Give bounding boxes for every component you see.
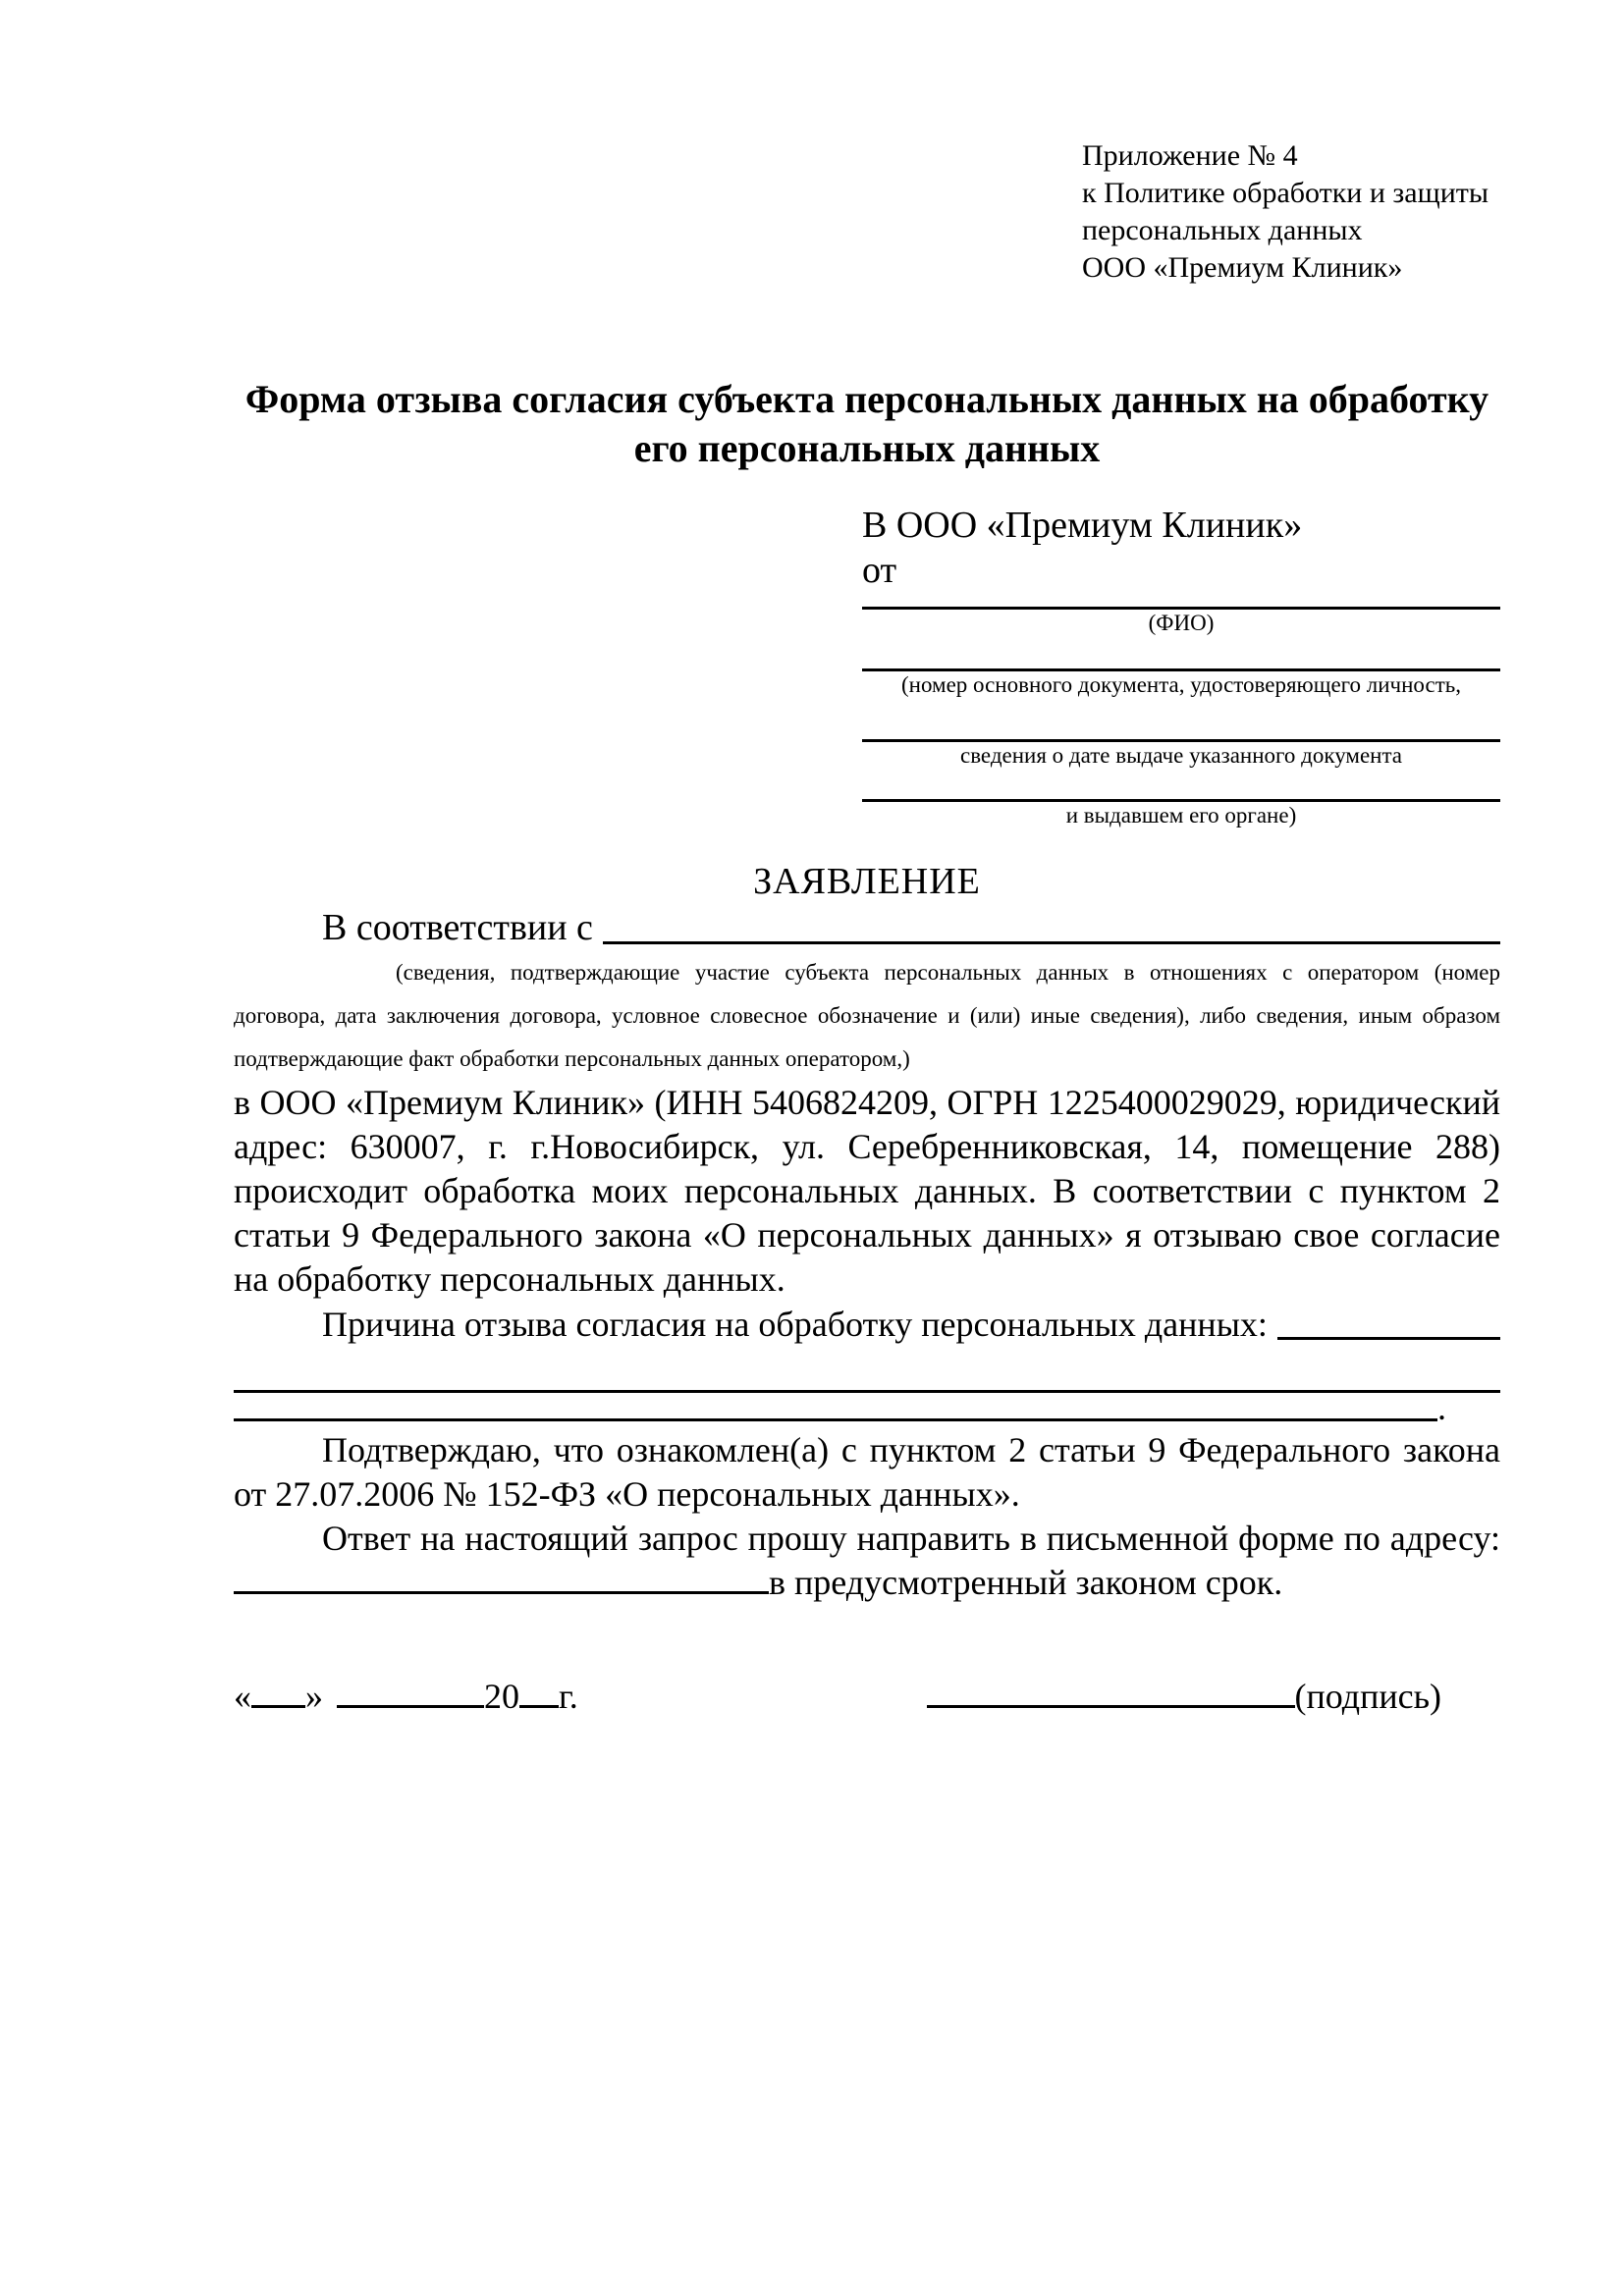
confirmation-paragraph: Подтверждаю, что ознакомлен(а) с пунктом 2 статьи 9 Федерального закона от 27.07.2006 № 152-ФЗ «О персональных данных». xyxy=(234,1430,1500,1514)
address-blank-line xyxy=(234,1591,769,1594)
month-blank-line xyxy=(337,1705,484,1708)
signature-caption: (подпись) xyxy=(1294,1677,1441,1716)
day-blank-line xyxy=(251,1705,305,1708)
reply-tail-text: в предусмотренный законом срок. xyxy=(769,1563,1283,1602)
fio-caption: (ФИО) xyxy=(1148,611,1215,635)
reason-blank-line-2 xyxy=(234,1347,1500,1393)
appendix-line: ООО «Премиум Клиник» xyxy=(1082,251,1403,284)
issue-date-blank-line xyxy=(862,709,1500,742)
addressee-from-label: от xyxy=(862,550,897,591)
appendix-line: к Политике обработки и защиты xyxy=(1082,177,1489,209)
document-title: Форма отзыва согласия субъекта персональных данных на обработку его персональных данных xyxy=(244,377,1489,470)
reason-blank-line-3-rule xyxy=(234,1418,1437,1421)
footnote-paragraph: (сведения, подтверждающие участие субъекта персональных данных в отношениях с оператором (номер договора, дата заключения договора, условное словесное обозначение и (или) иные сведения), либо сведения, иным образом подтверждающие факт обработки персональных данных оператором,) xyxy=(234,960,1500,1071)
signature-blank-line xyxy=(927,1705,1295,1708)
statement-heading: ЗАЯВЛЕНИЕ xyxy=(753,861,981,902)
signature-field xyxy=(927,1674,1441,1719)
accordance-blank-line xyxy=(603,941,1500,944)
reason-blank-line xyxy=(1277,1337,1500,1340)
issuing-authority-caption: и выдавшем его органе) xyxy=(1065,803,1297,828)
reason-label: Причина отзыва согласия на обработку персональных данных: xyxy=(322,1305,1268,1344)
document-number-caption: (номер основного документа, удостоверяющего личность, xyxy=(900,672,1461,697)
reason-blank-line-3 xyxy=(234,1388,1500,1428)
reply-request-text: Ответ на настоящий запрос прошу направить в письменной форме по адресу: xyxy=(322,1519,1500,1558)
appendix-line: персональных данных xyxy=(1082,214,1363,246)
issuing-authority-blank-line xyxy=(862,779,1500,802)
document-number-blank-line xyxy=(862,647,1500,671)
year-blank-line xyxy=(519,1705,559,1708)
date-field xyxy=(234,1674,578,1719)
date-close-quote: » xyxy=(305,1677,323,1716)
reply-paragraph xyxy=(234,1517,1500,1605)
year-prefix: 20 xyxy=(484,1677,519,1716)
issue-date-caption: сведения о дате выдаче указанного документа xyxy=(959,743,1403,768)
fio-blank-line xyxy=(862,593,1500,610)
addressee-block xyxy=(862,503,1500,829)
accordance-line xyxy=(234,904,1500,951)
appendix-block xyxy=(1082,137,1500,287)
addressee-to: В ООО «Премиум Клиник» xyxy=(862,505,1303,546)
reason-line xyxy=(234,1302,1500,1347)
reason-end-period: . xyxy=(1437,1388,1446,1427)
operator-paragraph: в ООО «Премиум Клиник» (ИНН 5406824209, ОГРН 1225400029029, юридический адрес: 630007, г. г.Новосибирск, ул. Серебренниковская, 14, помещение 288) происходит обработка моих персональных данных. В соответствии с пунктом 2 статьи 9 Федерального закона «О персональных данных» я отзываю свое согласие на обработку персональных данных. xyxy=(234,1083,1500,1299)
document-content xyxy=(234,137,1500,1719)
date-open-quote: « xyxy=(234,1677,251,1716)
appendix-line: Приложение № 4 xyxy=(1082,139,1298,172)
accordance-prefix: В соответствии с xyxy=(322,907,593,948)
year-suffix: г. xyxy=(559,1677,578,1716)
date-signature-row xyxy=(234,1674,1500,1719)
